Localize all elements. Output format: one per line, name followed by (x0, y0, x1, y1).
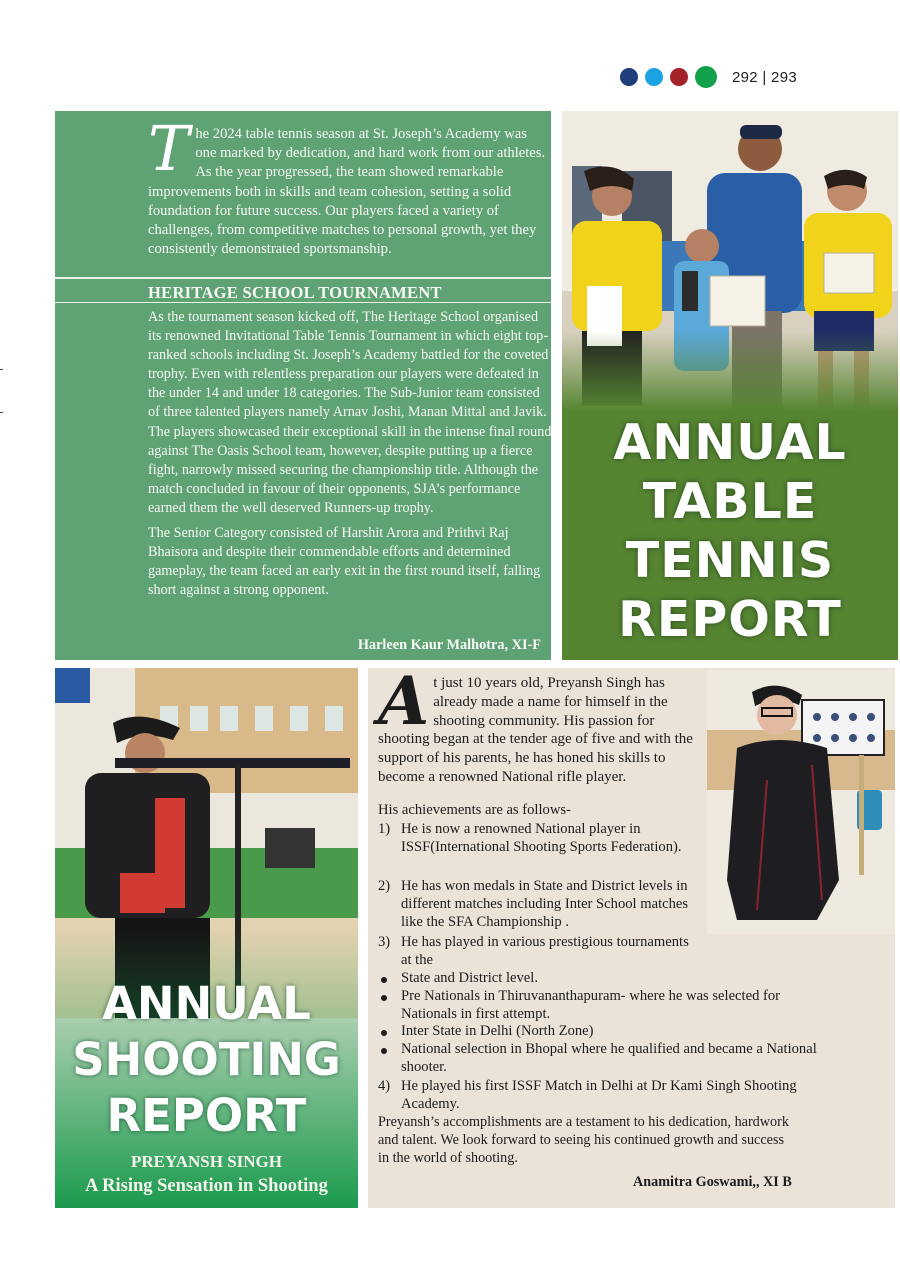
page-numbers: 292 | 293 (732, 68, 797, 86)
tournament-bullet-list (378, 970, 818, 1077)
title-line: SHOOTING (72, 1033, 341, 1086)
sky-blue-dot-icon (645, 68, 663, 86)
achievement-item (378, 821, 698, 857)
shooting-closing-paragraph: Preyansh’s accomplishments are a testament to his dedication, hardwork and talent. We look forward to seeing his continued growth and success in the world of shooting. (378, 1114, 789, 1166)
bullet-text: National selection in Bhopal where he qualified and became a National shooter. (401, 1041, 817, 1075)
achievement-item (378, 1078, 818, 1114)
shooting-intro-text: t just 10 years old, Preyansh Singh has already made a name for himself in the shooting community. His passion for shooting began at the tender age of five and with the support of his parents, he has honed his skills to become a renowned National rifle player. (378, 675, 693, 785)
achievement-text: He is now a renowned National player in ISSF(International Shooting Sports Federation). (401, 821, 682, 855)
achievement-list (378, 1078, 818, 1114)
list-marker: 2) (378, 878, 391, 894)
achievements-heading: His achievements are as follows- (378, 802, 571, 818)
crop-mark (0, 369, 3, 370)
shooting-tagline: A Rising Sensation in Shooting (85, 1176, 328, 1196)
bullet-icon (381, 977, 387, 983)
table-tennis-title-panel (562, 111, 898, 660)
shooting-byline: Anamitra Goswami,, XI B (633, 1174, 792, 1190)
list-marker: 3) (378, 934, 391, 950)
bullet-item (378, 970, 818, 988)
bullet-item (378, 1041, 818, 1077)
preyansh-portrait-photo (707, 670, 895, 934)
tt-paragraph: As the tournament season kicked off, The Heritage School organised its renowned Invitational Table Tennis Tournament in which eight top-ranked schools including St. Joseph’s Academy battled for the coveted trophy. Even with relentless preparation our players were defeated in the under 14 and under 18 categories. The Sub-Junior team consisted of three talented players namely Arnav Joshi, Manan Mittal and Javik. The players showcased their exceptional skill in the intense final round against The Oasis School team, however, despite putting up a fierce fight, narrowly missed securing the championship title. Although the match concluded in favour of their opponents, SJA’s performance earned them the well deserved Runners-up trophy. (148, 309, 552, 516)
section-divider (55, 302, 551, 303)
section-heading: HERITAGE SCHOOL TOURNAMENT (148, 283, 442, 302)
table-tennis-article (55, 111, 551, 660)
title-line: TABLE (642, 473, 818, 530)
bullet-text: Pre Nationals in Thiruvananthapuram- where he was selected for Nationals in first attempt. (401, 987, 781, 1022)
green-dot-icon (695, 66, 717, 88)
bullet-icon (381, 1048, 387, 1054)
shooting-title-panel (55, 668, 358, 1208)
bullet-item (378, 988, 818, 1024)
table-tennis-title (562, 413, 898, 649)
tt-paragraph: The Senior Category consisted of Harshit Arora and Prithvi Raj Bhaisora and despite their commendable efforts and determined gameplay, the team faced an early exit in the first round itself, falling short against a strong opponent. (148, 525, 541, 599)
section-divider (55, 277, 551, 279)
table-tennis-team-photo (562, 111, 898, 411)
shooting-dropcap: A (378, 662, 430, 740)
achievement-list (378, 821, 698, 857)
list-marker: 4) (378, 1078, 391, 1094)
bullet-icon (381, 995, 387, 1001)
achievement-item (378, 878, 698, 931)
bullet-icon (381, 1030, 387, 1036)
title-line: ANNUAL (102, 977, 311, 1030)
shooting-title (55, 976, 358, 1144)
tt-byline: Harleen Kaur Malhotra, XI-F (357, 637, 541, 653)
bullet-text: State and District level. (401, 970, 538, 986)
achievement-list (378, 934, 698, 970)
title-line: TENNIS (625, 532, 835, 589)
tt-body (148, 308, 552, 606)
achievement-text: He has won medals in State and District levels in different matches including Inter School matches like the SFA Championship . (401, 878, 689, 930)
navy-dot-icon (620, 68, 638, 86)
title-line: ANNUAL (613, 414, 847, 471)
tt-intro-paragraph (148, 112, 548, 259)
bullet-item (378, 1023, 818, 1041)
crop-mark (0, 412, 3, 413)
bullet-text: Inter State in Delhi (North Zone) (401, 1023, 594, 1040)
shooting-article (368, 662, 895, 1208)
achievement-list (378, 878, 698, 931)
title-line: REPORT (618, 591, 842, 648)
shooting-intro-paragraph (378, 662, 698, 787)
title-line: REPORT (106, 1089, 307, 1142)
tt-intro-text: he 2024 table tennis season at St. Joseph’s Academy was one marked by dedication, and hard work from our athletes. As the year progressed, the team showed remarkable improvements both in skills and team cohesion, setting a solid foundation for future success. Our players faced a variety of challenges, from competitive matches to personal growth, yet they consistently demonstrated sportsmanship. (148, 126, 546, 258)
achievement-text: He has played in various prestigious tournaments at the (401, 934, 689, 968)
list-marker: 1) (378, 821, 391, 837)
tt-dropcap: T (148, 112, 190, 185)
page-header (620, 66, 797, 88)
achievement-text: He played his first ISSF Match in Delhi at Dr Kami Singh Shooting Academy. (401, 1078, 797, 1112)
shooting-subtitle: PREYANSH SINGH (131, 1152, 282, 1171)
red-dot-icon (670, 68, 688, 86)
achievement-item (378, 934, 698, 970)
